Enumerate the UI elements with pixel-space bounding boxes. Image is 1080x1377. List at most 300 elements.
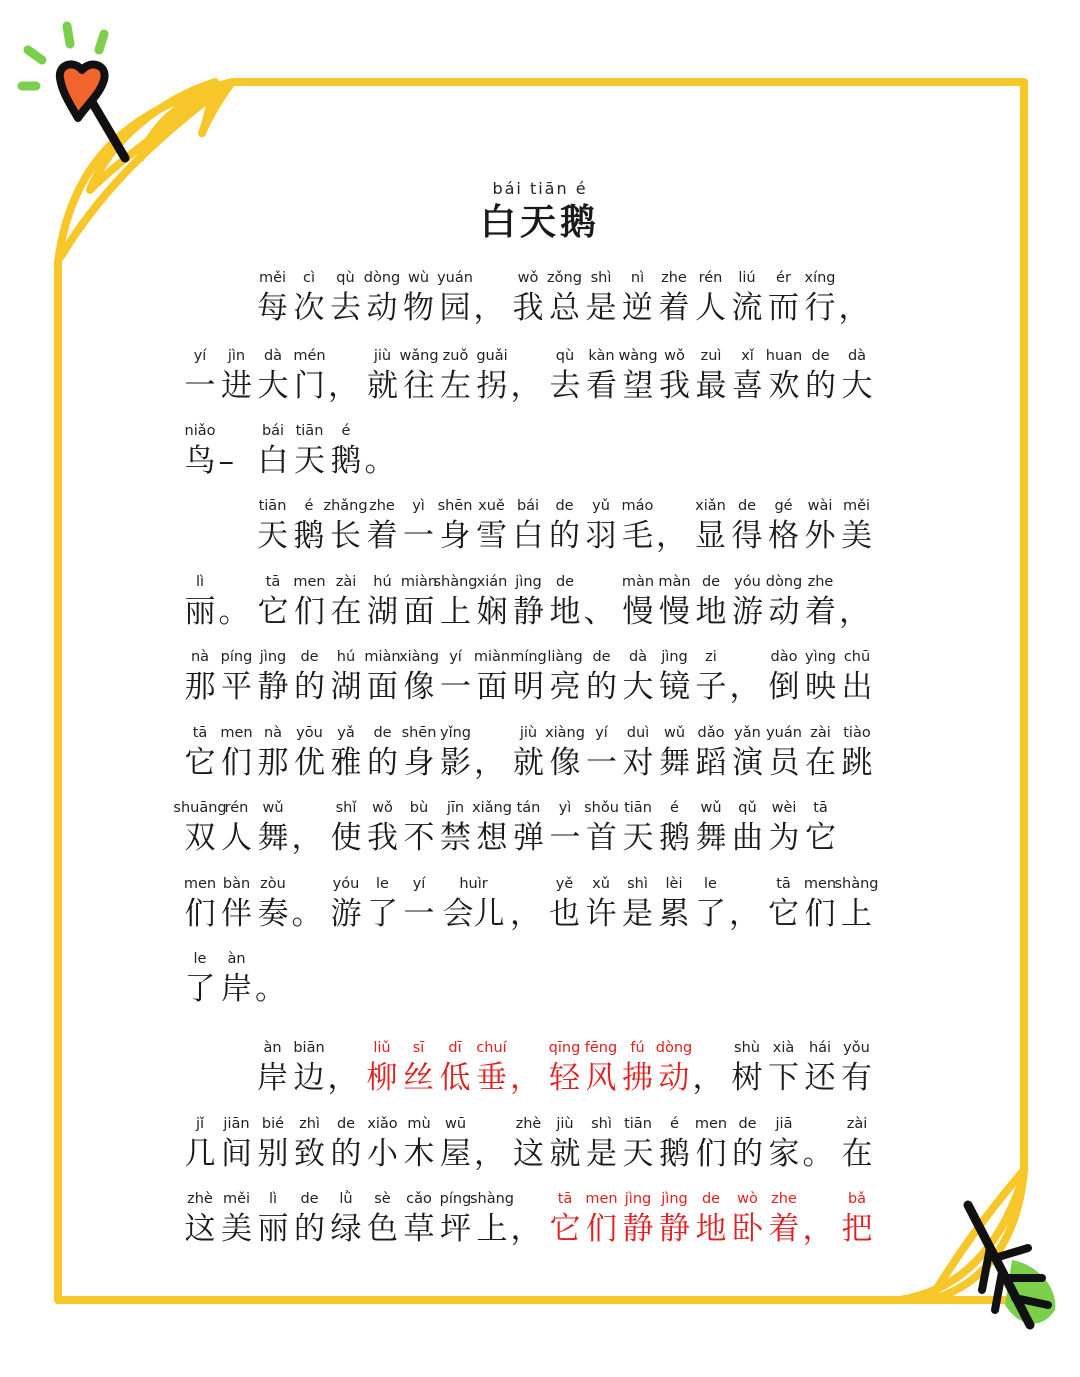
pinyin: le bbox=[376, 876, 389, 892]
pinyin: xiàng bbox=[545, 725, 585, 741]
ruby-char bbox=[438, 1189, 474, 1249]
ruby-char bbox=[255, 268, 291, 328]
pinyin: de bbox=[737, 498, 757, 514]
ruby-char bbox=[292, 1114, 328, 1174]
pinyin: qīng bbox=[548, 1040, 581, 1056]
ruby-char bbox=[766, 874, 802, 934]
hanzi: 岸 bbox=[221, 971, 252, 1007]
punctuation bbox=[803, 1114, 839, 1174]
hanzi: 天 bbox=[622, 820, 654, 856]
hanzi: 。 bbox=[291, 896, 323, 932]
pinyin: zhe bbox=[771, 1191, 797, 1207]
hanzi: 。 bbox=[802, 1136, 834, 1172]
ruby-char bbox=[255, 1038, 291, 1098]
hanzi: 蹈 bbox=[695, 745, 727, 781]
text-line bbox=[182, 631, 882, 707]
hanzi: 们 bbox=[804, 896, 836, 932]
hanzi: 曲 bbox=[732, 820, 763, 856]
ruby-char bbox=[292, 346, 328, 406]
pinyin: de bbox=[300, 649, 319, 665]
hanzi: ， bbox=[473, 290, 505, 326]
ruby-char bbox=[839, 496, 875, 556]
ruby-char bbox=[803, 346, 839, 406]
pinyin: chuí bbox=[476, 1040, 507, 1056]
pinyin: zi bbox=[705, 649, 717, 665]
ruby-char bbox=[438, 647, 474, 707]
pinyin: dào bbox=[770, 649, 798, 665]
hanzi: ， bbox=[729, 669, 761, 705]
pinyin: xiǎn bbox=[695, 498, 726, 514]
ruby-char bbox=[401, 1038, 437, 1098]
hanzi: 大 bbox=[622, 669, 654, 705]
ruby-char bbox=[730, 798, 766, 858]
punctuation bbox=[656, 496, 692, 556]
hanzi: 往 bbox=[403, 368, 435, 404]
hanzi: 的 bbox=[367, 745, 398, 781]
hanzi: 物 bbox=[403, 290, 434, 326]
ruby-char bbox=[620, 798, 656, 858]
hanzi: 人 bbox=[221, 820, 252, 856]
ruby-char bbox=[255, 496, 291, 556]
ruby-char bbox=[693, 572, 729, 632]
pinyin: shàng bbox=[433, 574, 478, 590]
hanzi: 们 bbox=[695, 1136, 727, 1172]
pinyin: àn bbox=[263, 1040, 282, 1056]
hanzi: 边 bbox=[293, 1060, 325, 1096]
pinyin: tā bbox=[813, 800, 828, 816]
ruby-char bbox=[474, 346, 510, 406]
pinyin: zòu bbox=[260, 876, 286, 892]
pinyin: gé bbox=[774, 498, 793, 514]
hanzi: 面 bbox=[367, 669, 398, 705]
ruby-char bbox=[834, 874, 879, 934]
hanzi: 这 bbox=[513, 1136, 544, 1172]
hanzi: 着 bbox=[366, 518, 398, 554]
hanzi: 们 bbox=[221, 745, 252, 781]
ruby-char bbox=[255, 647, 291, 707]
pinyin: míng bbox=[510, 649, 547, 665]
pinyin: jìng bbox=[259, 649, 287, 665]
text-line bbox=[182, 1022, 882, 1098]
hanzi: 们 bbox=[586, 1211, 617, 1247]
hanzi: 丽 bbox=[257, 1211, 289, 1247]
ruby-char bbox=[365, 874, 401, 934]
hanzi: 看 bbox=[586, 368, 617, 404]
ruby-char bbox=[401, 346, 437, 406]
pinyin: xià bbox=[772, 1040, 795, 1056]
ruby-char bbox=[474, 496, 510, 556]
hanzi: 欢 bbox=[768, 368, 800, 404]
ruby-char bbox=[657, 1189, 693, 1249]
hanzi: 人 bbox=[695, 290, 726, 326]
pinyin: bǎ bbox=[847, 1191, 867, 1207]
ruby-char bbox=[693, 496, 729, 556]
ruby-char bbox=[730, 723, 766, 783]
ruby-char bbox=[584, 798, 620, 858]
hanzi: 行 bbox=[804, 290, 836, 326]
hanzi: 别 bbox=[257, 1136, 289, 1172]
hanzi: 它 bbox=[768, 896, 799, 932]
hanzi: 了 bbox=[184, 971, 216, 1007]
pinyin: bié bbox=[261, 1116, 285, 1132]
pinyin: máo bbox=[621, 498, 654, 514]
hanzi: – bbox=[218, 443, 234, 479]
pinyin: de bbox=[811, 348, 830, 364]
ruby-char bbox=[802, 874, 838, 934]
pinyin: bù bbox=[409, 800, 429, 816]
hanzi: 着 bbox=[658, 290, 690, 326]
pinyin: wài bbox=[807, 498, 833, 514]
pinyin: hái bbox=[808, 1040, 832, 1056]
ruby-char bbox=[182, 572, 218, 632]
pinyin: shì bbox=[591, 1116, 612, 1132]
hanzi: 着 bbox=[768, 1211, 800, 1247]
text-line bbox=[182, 1098, 882, 1174]
hanzi: 上 bbox=[440, 594, 471, 630]
ruby-char bbox=[693, 874, 729, 934]
pinyin: zài bbox=[810, 725, 831, 741]
hanzi: 下 bbox=[768, 1060, 799, 1096]
ruby-char bbox=[620, 268, 656, 328]
pinyin: mén bbox=[293, 348, 326, 364]
ruby-char bbox=[255, 421, 291, 481]
hanzi: 、 bbox=[583, 594, 615, 630]
hanzi: 动 bbox=[768, 594, 800, 630]
hanzi: 得 bbox=[731, 518, 763, 554]
ruby-char bbox=[547, 723, 583, 783]
pinyin: men bbox=[183, 876, 217, 892]
punctuation bbox=[839, 572, 875, 632]
hanzi: 一 bbox=[440, 669, 471, 705]
ruby-char bbox=[182, 874, 218, 934]
ruby-char bbox=[729, 496, 765, 556]
pinyin: màn bbox=[621, 574, 655, 590]
text-line bbox=[182, 252, 882, 328]
ruby-char bbox=[803, 798, 839, 858]
pinyin: píng bbox=[439, 1191, 472, 1207]
hanzi: ， bbox=[328, 368, 359, 404]
pinyin: cì bbox=[302, 270, 315, 286]
hanzi: 还 bbox=[804, 1060, 836, 1096]
ruby-char bbox=[839, 1189, 875, 1249]
ruby-char bbox=[620, 723, 656, 783]
hanzi: 岸 bbox=[257, 1060, 288, 1096]
pinyin: duì bbox=[626, 725, 650, 741]
ruby-char bbox=[292, 723, 328, 783]
pinyin: qù bbox=[555, 348, 575, 364]
ruby-char bbox=[364, 1038, 400, 1098]
hanzi: 就 bbox=[367, 368, 398, 404]
pinyin: shàng bbox=[834, 876, 879, 892]
ruby-char bbox=[657, 572, 693, 632]
hanzi: ， bbox=[474, 1136, 505, 1172]
ruby-char bbox=[547, 1114, 583, 1174]
ruby-char bbox=[693, 1114, 729, 1174]
pinyin: men bbox=[293, 574, 326, 590]
pinyin: dà bbox=[628, 649, 648, 665]
pinyin: dòng bbox=[363, 270, 401, 286]
pinyin: niǎo bbox=[184, 423, 216, 439]
ruby-char bbox=[802, 268, 838, 328]
pinyin: liú bbox=[738, 270, 756, 286]
pinyin: wò bbox=[737, 1191, 758, 1207]
pinyin: xián bbox=[476, 574, 508, 590]
ruby-char bbox=[511, 1114, 547, 1174]
punctuation bbox=[730, 647, 766, 707]
hanzi: 鹅 bbox=[293, 518, 325, 554]
hanzi: 为 bbox=[768, 820, 800, 856]
pinyin: cǎo bbox=[406, 1191, 432, 1207]
pinyin: yí bbox=[193, 348, 207, 364]
ruby-char bbox=[255, 572, 291, 632]
hanzi: ， bbox=[474, 745, 505, 781]
pinyin: yí bbox=[412, 876, 426, 892]
hanzi: 身 bbox=[403, 745, 435, 781]
hanzi: 风 bbox=[585, 1060, 617, 1096]
hanzi: ， bbox=[291, 820, 323, 856]
pinyin: yě bbox=[555, 876, 574, 892]
ruby-char bbox=[620, 572, 656, 632]
ruby-char bbox=[583, 1038, 619, 1098]
pinyin: miàn bbox=[473, 649, 511, 665]
ruby-char bbox=[438, 1114, 474, 1174]
hanzi: 上 bbox=[476, 1211, 508, 1247]
pinyin: zhe bbox=[807, 574, 834, 590]
hanzi: 天 bbox=[294, 443, 325, 479]
ruby-char bbox=[401, 1114, 437, 1174]
ruby-char bbox=[766, 572, 802, 632]
ruby-char bbox=[547, 798, 583, 858]
punctuation bbox=[839, 268, 875, 328]
pinyin: wǔ bbox=[700, 800, 722, 816]
hanzi: 而 bbox=[768, 290, 799, 326]
ruby-char bbox=[291, 1038, 327, 1098]
hanzi: 舞 bbox=[257, 820, 289, 856]
pinyin: wù bbox=[407, 270, 430, 286]
ruby-char bbox=[255, 798, 291, 858]
hanzi: 它 bbox=[805, 820, 836, 856]
punctuation bbox=[474, 268, 510, 328]
pinyin: rén bbox=[698, 270, 723, 286]
hanzi: 也 bbox=[549, 896, 580, 932]
hanzi: 间 bbox=[221, 1136, 252, 1172]
hanzi: 慢 bbox=[622, 594, 654, 630]
pinyin: de bbox=[592, 649, 611, 665]
pinyin: miàn bbox=[364, 649, 401, 665]
ruby-char bbox=[693, 723, 729, 783]
hanzi: 身 bbox=[439, 518, 471, 554]
ruby-char bbox=[437, 268, 473, 328]
pinyin: jìng bbox=[661, 649, 688, 665]
ruby-char bbox=[802, 1038, 838, 1098]
ruby-char bbox=[437, 1038, 473, 1098]
pinyin: nà bbox=[263, 725, 283, 741]
hanzi: 次 bbox=[293, 290, 325, 326]
pinyin: yì bbox=[412, 498, 425, 514]
pinyin: fēng bbox=[584, 1040, 618, 1056]
ruby-char bbox=[328, 1189, 364, 1249]
ruby-char bbox=[401, 1189, 437, 1249]
pinyin: shì bbox=[627, 876, 648, 892]
ruby-char bbox=[219, 1114, 255, 1174]
ruby-char bbox=[803, 647, 839, 707]
punctuation bbox=[510, 1038, 546, 1098]
hanzi: 去 bbox=[549, 368, 581, 404]
text-line bbox=[173, 782, 882, 858]
pinyin: tā bbox=[265, 574, 281, 590]
ruby-char bbox=[182, 647, 218, 707]
page-title bbox=[0, 178, 1080, 244]
punctuation bbox=[219, 572, 255, 632]
hanzi: 鸟 bbox=[184, 443, 216, 479]
hanzi: 地 bbox=[695, 594, 727, 630]
hanzi: 优 bbox=[294, 745, 325, 781]
ruby-char bbox=[657, 723, 693, 783]
ruby-char bbox=[438, 798, 474, 858]
ruby-char bbox=[766, 1038, 802, 1098]
pinyin: shēn bbox=[401, 725, 437, 741]
pinyin: dī bbox=[448, 1040, 462, 1056]
hanzi: 进 bbox=[221, 368, 252, 404]
hanzi: 长 bbox=[330, 518, 361, 554]
hanzi: 倒 bbox=[768, 669, 800, 705]
hanzi: 就 bbox=[549, 1136, 581, 1172]
hanzi: 奏 bbox=[257, 896, 289, 932]
hanzi: 几 bbox=[184, 1136, 216, 1172]
hanzi: 累 bbox=[658, 896, 690, 932]
pinyin: wàng bbox=[618, 348, 658, 364]
pinyin: xiàng bbox=[399, 649, 439, 665]
punctuation bbox=[693, 1038, 729, 1098]
punctuation bbox=[328, 1038, 364, 1098]
hanzi: 伴 bbox=[221, 896, 252, 932]
hanzi: 鹅 bbox=[330, 443, 362, 479]
pinyin: ér bbox=[776, 270, 791, 286]
hanzi: 娴 bbox=[476, 594, 508, 630]
ruby-char bbox=[365, 346, 401, 406]
pinyin: men bbox=[803, 876, 837, 892]
pinyin: shì bbox=[590, 270, 612, 286]
pinyin: lì bbox=[195, 574, 205, 590]
ruby-char bbox=[182, 949, 218, 1009]
ruby-char bbox=[620, 1114, 656, 1174]
ruby-char bbox=[438, 346, 474, 406]
ruby-char bbox=[328, 572, 364, 632]
ruby-char bbox=[219, 1189, 255, 1249]
ruby-char bbox=[802, 496, 838, 556]
pinyin: jǐ bbox=[195, 1116, 205, 1132]
pinyin: zhe bbox=[369, 498, 395, 514]
hanzi: 大 bbox=[257, 368, 289, 404]
punctuation bbox=[255, 949, 291, 1009]
pinyin: shuāng bbox=[173, 800, 227, 816]
pinyin: wèi bbox=[771, 800, 797, 816]
hanzi: ， bbox=[729, 896, 760, 932]
pinyin: jiā bbox=[775, 1116, 793, 1132]
hanzi: 湖 bbox=[367, 594, 398, 630]
ruby-char bbox=[511, 647, 547, 707]
hanzi: 木 bbox=[403, 1136, 435, 1172]
pinyin: zuǒ bbox=[442, 348, 469, 364]
hanzi: 的 bbox=[586, 669, 617, 705]
hanzi: 的 bbox=[805, 368, 836, 404]
hanzi: 总 bbox=[549, 290, 580, 326]
hanzi: 天 bbox=[257, 518, 288, 554]
text-line bbox=[182, 330, 882, 406]
ruby-char bbox=[656, 874, 692, 934]
ruby-char bbox=[766, 496, 802, 556]
ruby-char bbox=[803, 723, 839, 783]
ruby-char bbox=[693, 647, 729, 707]
hanzi: 首 bbox=[586, 820, 617, 856]
pinyin: jìng bbox=[624, 1191, 652, 1207]
pinyin: men bbox=[220, 725, 253, 741]
hanzi: 就 bbox=[513, 745, 544, 781]
pinyin: liàng bbox=[547, 649, 583, 665]
hanzi: 把 bbox=[841, 1211, 873, 1247]
hanzi: 地 bbox=[549, 594, 581, 630]
pinyin: wǎng bbox=[399, 348, 439, 364]
pinyin: huan bbox=[765, 348, 803, 364]
pinyin: àn bbox=[227, 951, 246, 967]
ruby-char bbox=[657, 647, 693, 707]
hanzi: 舞 bbox=[695, 820, 727, 856]
ruby-char bbox=[766, 647, 802, 707]
hanzi: 柳 bbox=[366, 1060, 398, 1096]
hanzi: 慢 bbox=[659, 594, 690, 630]
hanzi: 门 bbox=[294, 368, 325, 404]
ruby-char bbox=[547, 572, 583, 632]
ruby-char bbox=[729, 268, 765, 328]
ruby-char bbox=[766, 268, 802, 328]
pinyin: shǒu bbox=[584, 800, 619, 816]
hanzi: 我 bbox=[512, 290, 544, 326]
pinyin: wū bbox=[444, 1116, 467, 1132]
pinyin: dǎo bbox=[697, 725, 725, 741]
ruby-char bbox=[323, 496, 368, 556]
hanzi: 着 bbox=[805, 594, 836, 630]
hanzi: ， bbox=[327, 1060, 359, 1096]
hanzi: ， bbox=[510, 1211, 542, 1247]
pinyin: le bbox=[704, 876, 717, 892]
ruby-char bbox=[620, 1038, 656, 1098]
pinyin: nì bbox=[630, 270, 645, 286]
ruby-char bbox=[255, 1189, 291, 1249]
pinyin: lǜ bbox=[339, 1191, 353, 1207]
pinyin: lèi bbox=[665, 876, 683, 892]
pinyin: de bbox=[300, 1191, 319, 1207]
ruby-char bbox=[292, 421, 328, 481]
ruby-char bbox=[219, 647, 255, 707]
hanzi: 。 bbox=[364, 443, 396, 479]
ruby-char bbox=[766, 1114, 802, 1174]
ruby-char bbox=[328, 723, 364, 783]
ruby-char bbox=[729, 1038, 765, 1098]
text-line bbox=[182, 480, 882, 556]
pinyin: é bbox=[670, 800, 679, 816]
ruby-char bbox=[511, 572, 547, 632]
ruby-char bbox=[219, 723, 255, 783]
hanzi: 禁 bbox=[440, 820, 471, 856]
ruby-char bbox=[219, 346, 255, 406]
hanzi: 坪 bbox=[440, 1211, 471, 1247]
ruby-char bbox=[255, 1114, 291, 1174]
pinyin: jìng bbox=[661, 1191, 688, 1207]
pinyin: liǔ bbox=[373, 1040, 391, 1056]
hanzi: 屋 bbox=[440, 1136, 471, 1172]
hanzi: 静 bbox=[659, 1211, 690, 1247]
pinyin: yōu bbox=[296, 725, 323, 741]
